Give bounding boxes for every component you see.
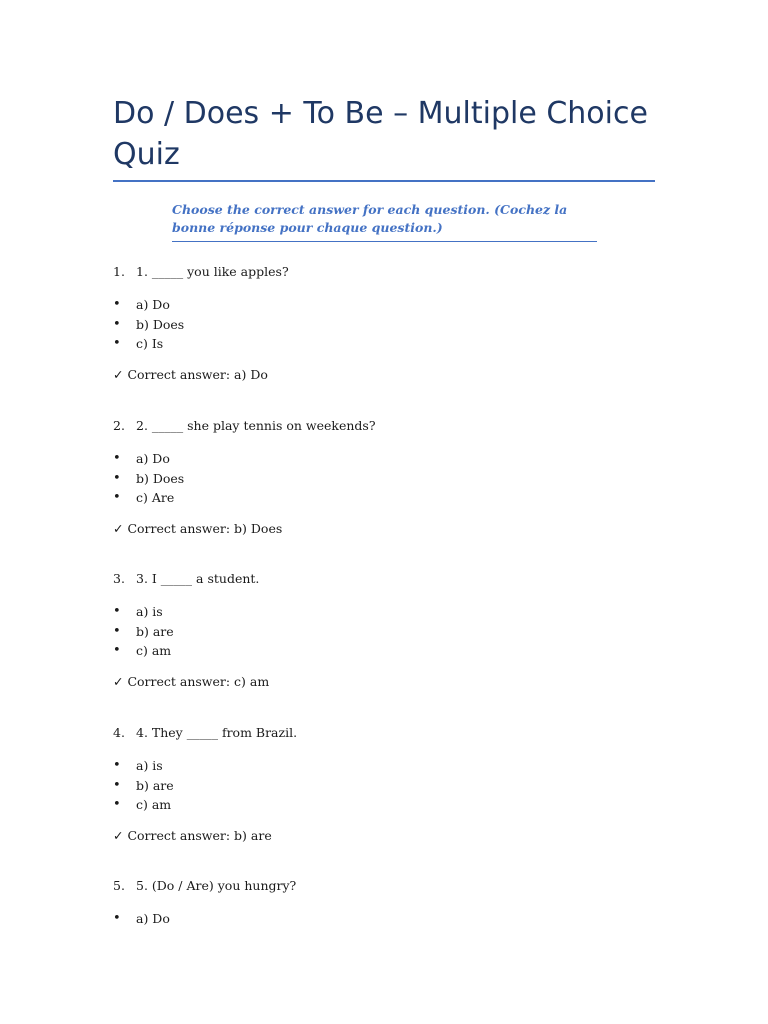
bullet-icon: •	[113, 758, 121, 773]
bullet-icon: •	[113, 643, 121, 658]
option-text: b) Does	[136, 470, 185, 486]
bullet-icon: •	[113, 490, 121, 505]
question-line	[113, 877, 673, 895]
option-text: a) Do	[136, 451, 170, 466]
bullet-icon: •	[113, 297, 121, 312]
option-text: b) are	[136, 777, 174, 793]
option-text: a) Do	[136, 297, 170, 312]
bullet-icon: •	[113, 451, 121, 466]
question-text: 3. I _____ a student.	[136, 571, 260, 586]
question-5	[113, 877, 673, 926]
bullet-icon: •	[113, 911, 121, 926]
document-title: Do / Does + To Be – Multiple Choice Quiz	[113, 96, 648, 172]
question-line	[113, 724, 673, 742]
bullet-icon: •	[113, 470, 121, 486]
question-line	[113, 570, 673, 588]
option-text: b) are	[136, 623, 174, 639]
option-text: a) Do	[136, 911, 170, 926]
option-text: c) am	[136, 797, 172, 812]
correct-answer: ✓ Correct answer: b) Does	[113, 521, 283, 536]
option-text: c) Are	[136, 490, 175, 505]
bullet-icon: •	[113, 316, 121, 332]
question-number: 1.	[113, 264, 125, 279]
question-4	[113, 724, 673, 843]
bullet-icon: •	[113, 623, 121, 639]
instructions-text: Choose the correct answer for each question. (Cochez la bonne réponse pour chaque question.)	[172, 202, 568, 235]
question-line	[113, 263, 673, 281]
question-text: 5. (Do / Are) you hungry?	[136, 878, 297, 893]
correct-answer: ✓ Correct answer: a) Do	[113, 367, 268, 382]
option-text: a) is	[136, 604, 163, 619]
option-text: c) am	[136, 643, 172, 658]
question-number: 2.	[113, 418, 125, 433]
question-3	[113, 570, 673, 689]
title-underline	[113, 180, 655, 182]
bullet-icon: •	[113, 604, 121, 619]
correct-answer: ✓ Correct answer: c) am	[113, 674, 270, 689]
question-number: 4.	[113, 725, 125, 740]
question-number: 5.	[113, 878, 125, 893]
bullet-icon: •	[113, 336, 121, 351]
question-2	[113, 417, 673, 536]
correct-answer: ✓ Correct answer: b) are	[113, 828, 272, 843]
question-text: 2. _____ she play tennis on weekends?	[136, 418, 376, 433]
option-text: b) Does	[136, 316, 185, 332]
question-1	[113, 263, 673, 382]
question-text: 4. They _____ from Brazil.	[136, 725, 298, 740]
question-line	[113, 417, 673, 435]
question-number: 3.	[113, 571, 125, 586]
bullet-icon: •	[113, 797, 121, 812]
option-text: a) is	[136, 758, 163, 773]
instructions-underline	[172, 241, 597, 242]
question-text: 1. _____ you like apples?	[136, 264, 289, 279]
bullet-icon: •	[113, 777, 121, 793]
option-text: c) Is	[136, 336, 164, 351]
